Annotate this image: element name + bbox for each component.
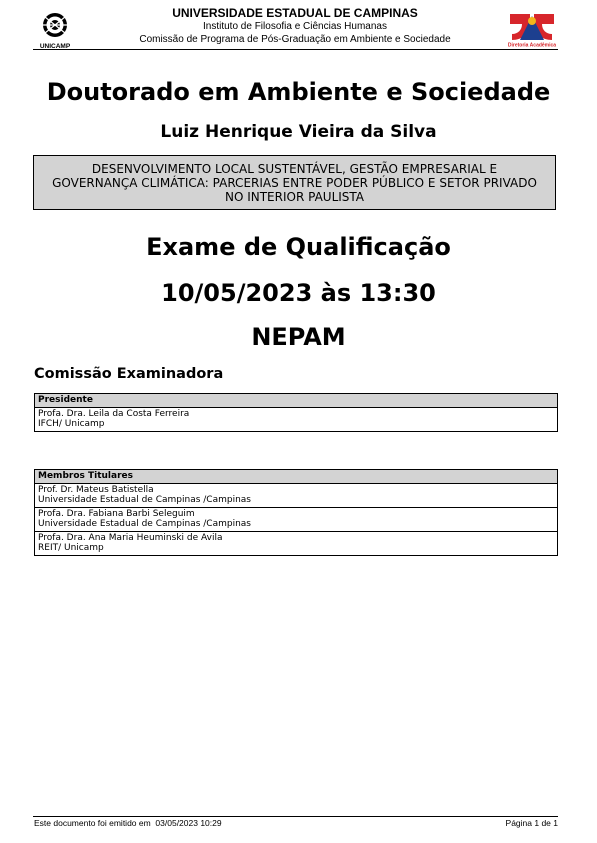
header-divider: [33, 49, 558, 50]
members-table: [34, 469, 558, 556]
exam-datetime: 10/05/2023 às 13:30: [161, 279, 436, 307]
president-table-header: Presidente: [35, 394, 557, 408]
program-title: Doutorado em Ambiente e Sociedade: [46, 78, 551, 106]
table-row: [35, 408, 557, 431]
footer-divider: [33, 816, 558, 817]
thesis-title-box: [33, 155, 556, 210]
unicamp-logo-text: UNICAMP: [39, 43, 71, 50]
footer-emitted: Este documento foi emitido em 03/05/2023 10:29: [34, 818, 222, 828]
member-name: Profa. Dra. Fabiana Barbi Seleguim: [38, 509, 195, 519]
student-name: Luiz Henrique Vieira da Silva: [160, 122, 437, 142]
committee-name: Comissão de Programa de Pós-Graduação em Ambiente e Sociedade: [139, 34, 451, 45]
table-row: [35, 532, 557, 555]
member-affiliation: REIT/ Unicamp: [38, 543, 104, 553]
thesis-title: DESENVOLVIMENTO LOCAL SUSTENTÁVEL, GESTÃO EMPRESARIAL E GOVERNANÇA CLIMÁTICA: PARCERIAS ENTRE PODER PÚBLICO E SETOR PRIVADO NO INTERIOR PAULISTA: [52, 161, 537, 204]
footer-page-number: Página 1 de 1: [505, 818, 558, 828]
header-text: [80, 6, 510, 46]
member-affiliation: Universidade Estadual de Campinas /Campinas: [38, 495, 251, 505]
table-row: [35, 508, 557, 532]
president-table: [34, 393, 558, 432]
unicamp-logo: [37, 10, 73, 50]
diretoria-logo-text: Diretoria Acadêmica: [507, 42, 557, 48]
members-table-header: Membros Titulares: [35, 470, 557, 484]
exam-place: NEPAM: [251, 323, 346, 351]
university-name: UNIVERSIDADE ESTADUAL DE CAMPINAS: [172, 6, 418, 20]
exam-title: Exame de Qualificação: [146, 233, 451, 261]
member-affiliation: IFCH/ Unicamp: [38, 419, 105, 429]
institute-name: Instituto de Filosofia e Ciências Humanas: [203, 21, 387, 32]
diretoria-academica-logo: [506, 10, 558, 48]
member-affiliation: Universidade Estadual de Campinas /Campinas: [38, 519, 251, 529]
table-row: [35, 484, 557, 508]
member-name: Prof. Dr. Mateus Batistella: [38, 485, 154, 495]
commission-heading: Comissão Examinadora: [34, 366, 224, 382]
member-name: Profa. Dra. Ana Maria Heuminski de Avila: [38, 533, 223, 543]
member-name: Profa. Dra. Leila da Costa Ferreira: [38, 409, 190, 419]
